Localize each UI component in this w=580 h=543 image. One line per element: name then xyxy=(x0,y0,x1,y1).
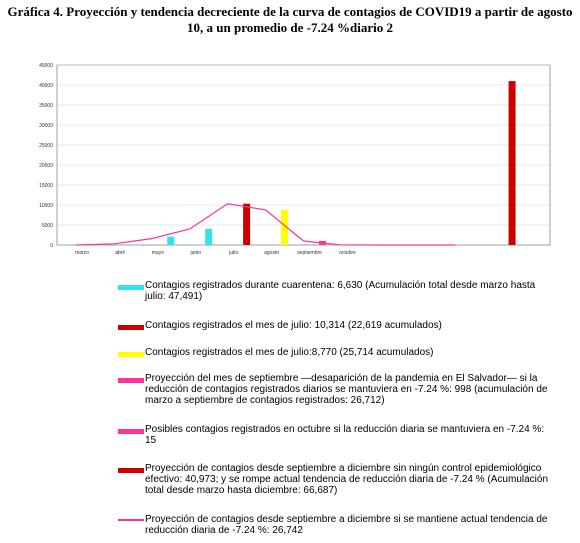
y-tick-label: 40000 xyxy=(39,83,53,89)
trend-line xyxy=(76,204,455,245)
y-tick-label: 10000 xyxy=(39,203,53,209)
x-tick-label: abril xyxy=(115,250,125,256)
y-tick-label: 15000 xyxy=(39,183,53,189)
y-tick-label: 0 xyxy=(50,243,53,249)
bars xyxy=(167,81,515,245)
gridlines xyxy=(57,65,550,225)
bar xyxy=(243,204,250,245)
y-tick-label: 20000 xyxy=(39,163,53,169)
chart-title: Gráfica 4. Proyección y tendencia decreciente de la curva de contagios de COVID19 a partir de agosto 10, a un promedio de -7.24 %diario 2 xyxy=(7,4,573,35)
bar xyxy=(167,237,174,245)
legend-label: Contagios registrados el mes de julio: 10,314 (22,619 acumulados) xyxy=(145,320,442,331)
y-tick-label: 35000 xyxy=(39,103,53,109)
x-tick-label: marzo xyxy=(75,250,89,256)
trend-line-group xyxy=(76,204,455,245)
bar xyxy=(205,229,212,245)
legend-label: Proyección de contagios desde septiembre a diciembre si se mantiene actual tendencia de reducción diaria de -7.24 %: 26,742 xyxy=(145,514,548,536)
legend-swatch xyxy=(118,378,144,383)
x-tick-label: octubre xyxy=(339,250,356,256)
x-tick-label: julio xyxy=(229,250,239,256)
legend-swatch xyxy=(118,468,144,473)
x-tick-label: mayo xyxy=(151,250,164,256)
y-tick-label: 25000 xyxy=(39,143,53,149)
x-tick-label: junio xyxy=(190,250,202,256)
x-tick-label: agosto xyxy=(264,250,280,256)
plot-frame xyxy=(57,65,550,245)
legend-label: Proyección del mes de septiembre —desaparición de la pandemia en El Salvador— si la reducción de contagios registrados diarios se mantuviera en -7.24 %: 998 (acumulación de marzo a septiembre de contagios registrados: 26,712) xyxy=(145,373,548,406)
y-tick-labels xyxy=(39,63,53,249)
y-tick-label: 30000 xyxy=(39,123,53,129)
legend-label: Proyección de contagios desde septiembre a diciembre sin ningún control epidemiológico efectivo: 40,973; y se rompe actual tendencia de reducción diaria de -7.24 % (Acumulación total desde marzo hasta diciembre: 66,687) xyxy=(145,463,549,496)
y-tick-label: 45000 xyxy=(39,63,53,69)
legend-label: Contagios registrados el mes de julio:8,770 (25,714 acumulados) xyxy=(145,347,434,358)
y-tick-label: 5000 xyxy=(41,223,53,229)
bar xyxy=(509,81,516,245)
legend-label: Contagios registrados durante cuarentena: 6,630 (Acumulación total desde marzo hasta julio: 47,491) xyxy=(145,280,536,302)
x-tick-label: septiembre xyxy=(297,250,322,256)
legend-label: Posibles contagios registrados en octubre si la reducción diaria se mantuviera en -7.24 %: 15 xyxy=(145,424,545,446)
legend-swatch xyxy=(118,325,144,330)
legend-swatch xyxy=(118,519,144,521)
legend-swatch xyxy=(118,352,144,357)
legend-swatch xyxy=(118,285,144,290)
x-tick-labels xyxy=(75,250,356,256)
legend-swatch xyxy=(118,429,144,434)
